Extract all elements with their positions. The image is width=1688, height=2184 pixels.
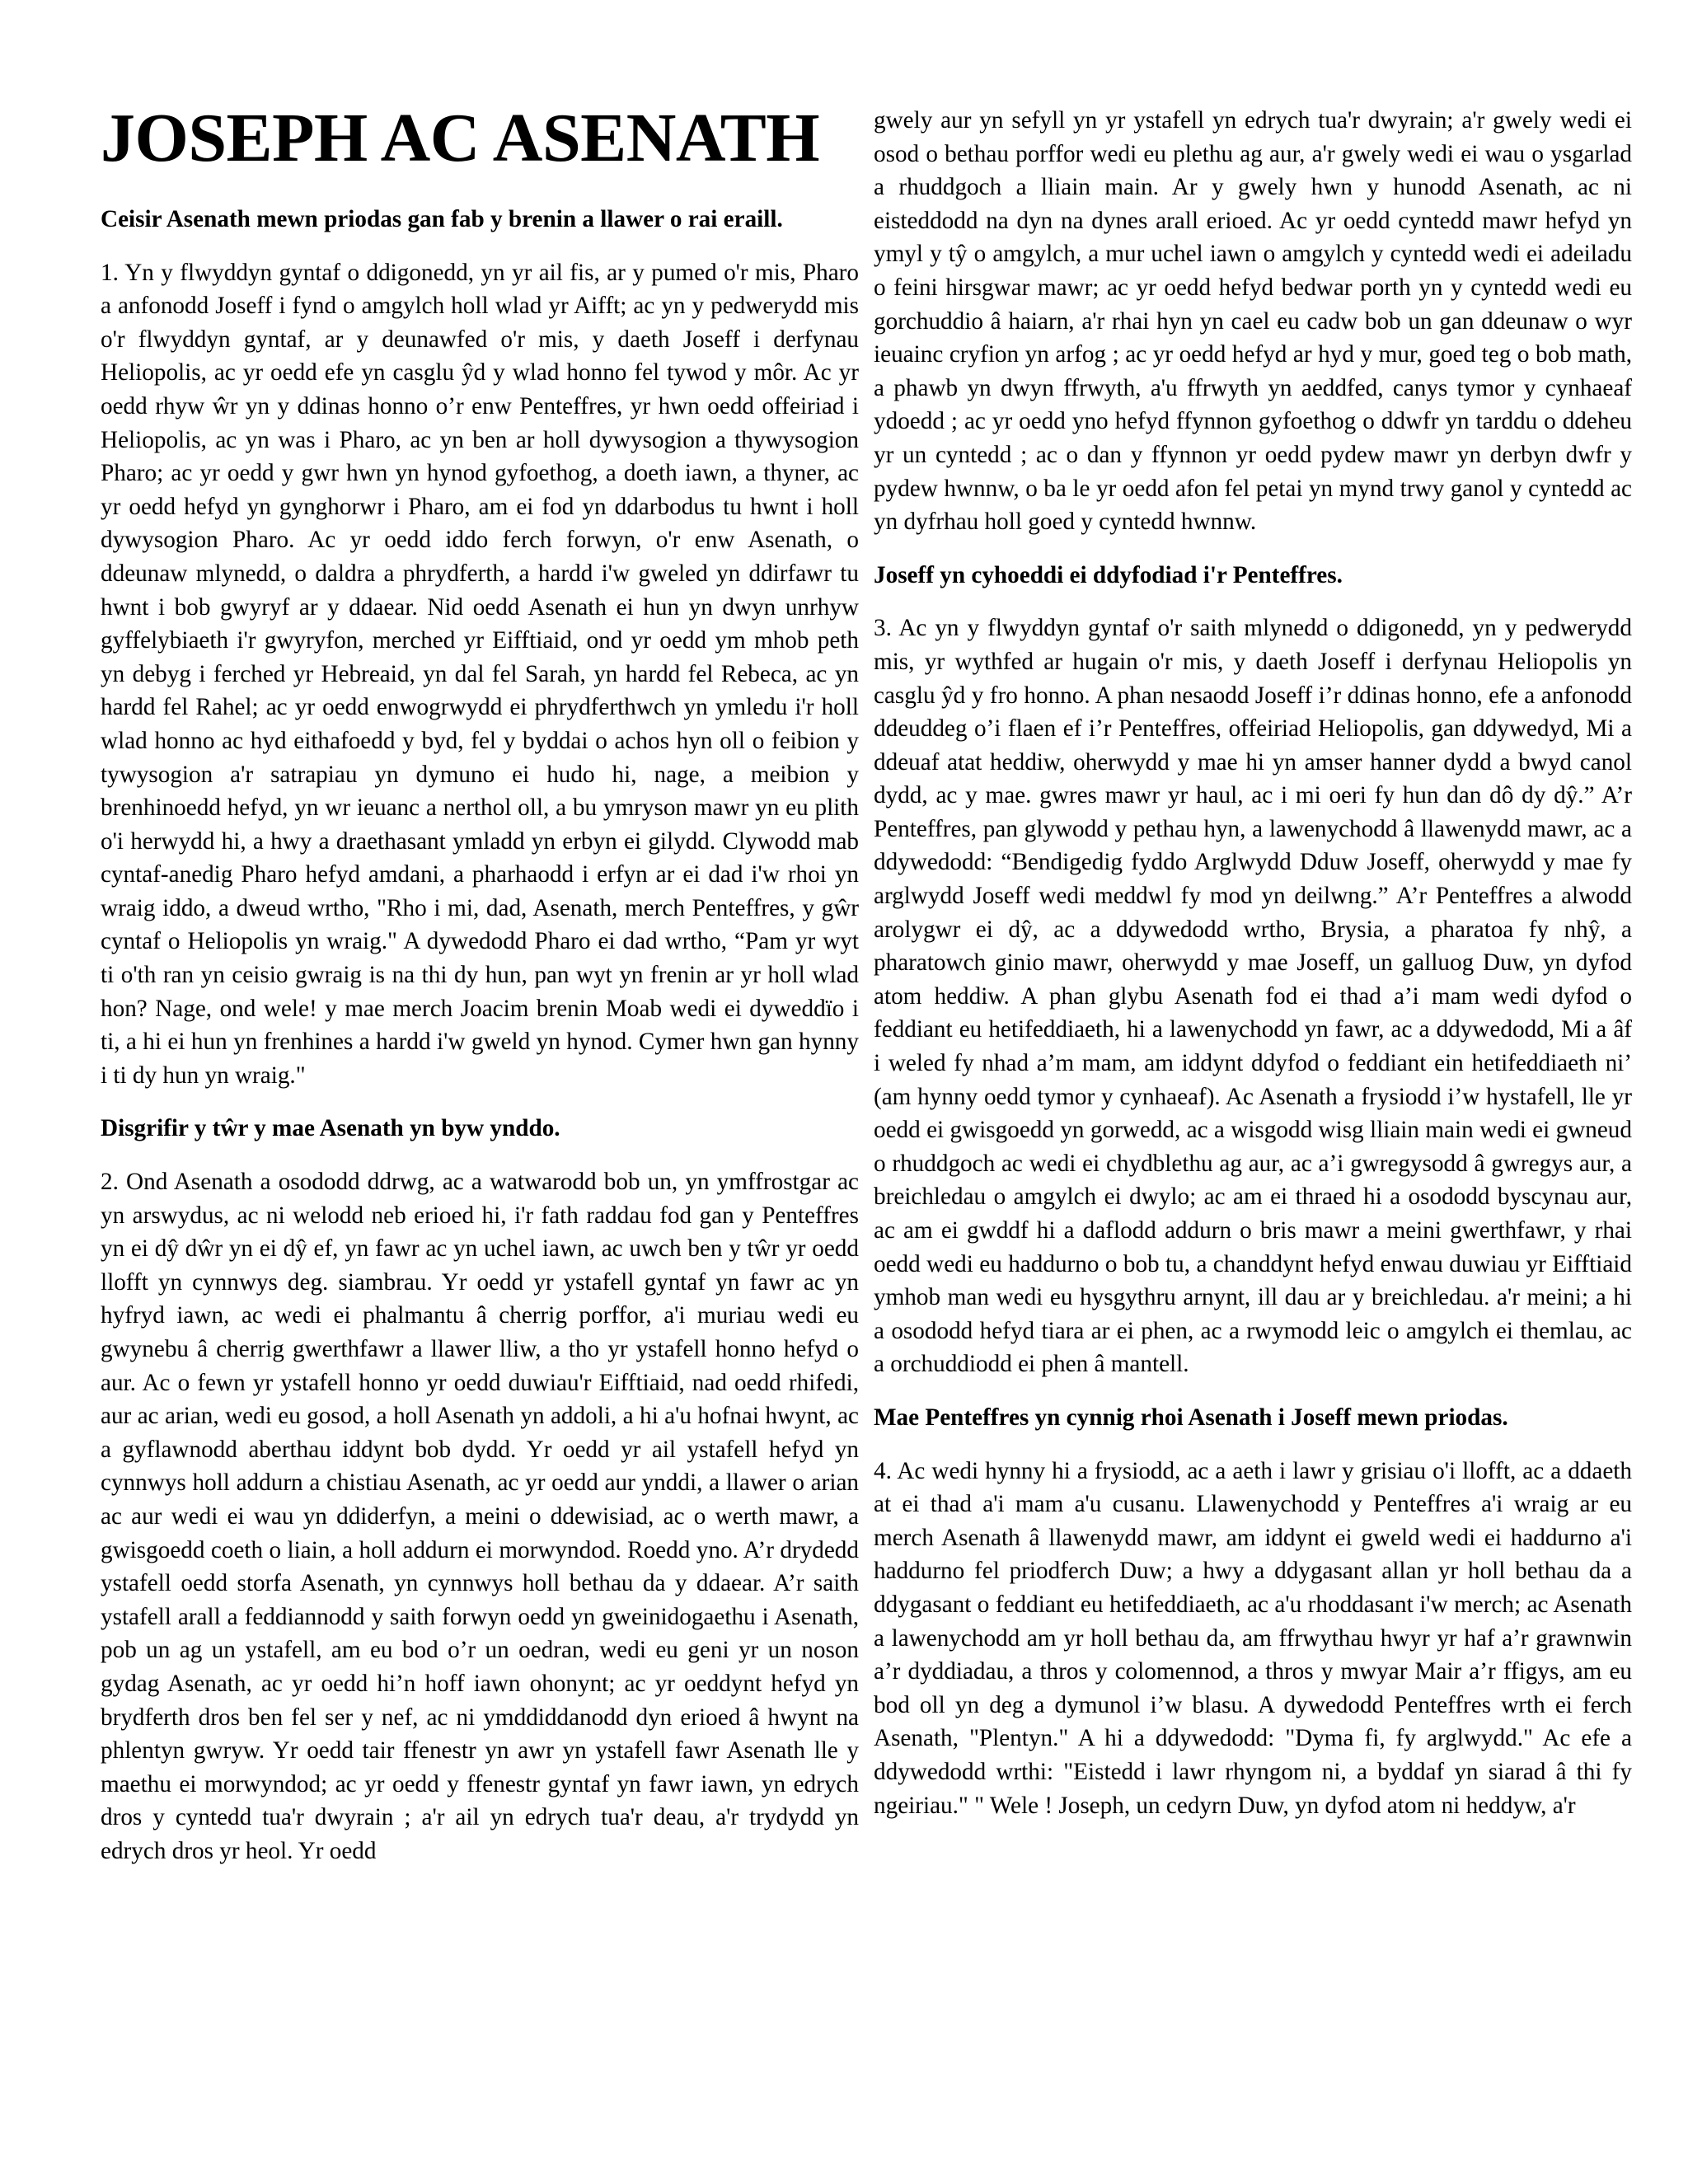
- paragraph-4: 4. Ac wedi hynny hi a frysiodd, ac a aeth i lawr y grisiau o'i llofft, ac a ddaeth at ei thad a'i mam a'u cusanu. Llawenychodd y Penteffres a'i wraig ar eu merch Asenath â llawenydd mawr, am iddynt ei gweld wedi ei haddurno a'i haddurno fel priodferch Duw; a hwy a ddygasant allan yr holl bethau da a ddygasant o feddiant eu hetifeddiaeth, ac a'u rhoddasant i'w merch; ac Asenath a lawenychodd am yr holl bethau da, am ffrwythau hwyr yr haf a’r grawnwin a’r dyddiadau, a thros y colomennod, a thros y mwyar Mair a’r ffigys, am eu bod oll yn deg a dymunol i’w blasu. A dywedodd Penteffres wrth ei ferch Asenath, "Plentyn." A hi a ddywedodd: "Dyma fi, fy arglwydd." Ac efe a ddywedodd wrthi: "Eistedd i lawr rhyngom ni, a byddaf yn siarad â thi fy ngeiriau." " Wele ! Joseph, un cedyrn Duw, yn dyfod atom ni heddyw, a'r: [874, 1457, 1632, 1819]
- section-heading-1: Ceisir Asenath mewn priodas gan fab y brenin a llawer o rai eraill.: [101, 206, 783, 232]
- section-heading-4: Mae Penteffres yn cynnig rhoi Asenath i Joseff mewn priodas.: [874, 1404, 1508, 1431]
- paragraph-3: 3. Ac yn y flwyddyn gyntaf o'r saith mlynedd o ddigonedd, yn y pedwerydd mis, yr wythfed ar hugain o'r mis, y daeth Joseff i derfynau Heliopolis yn casglu ŷd y fro honno. A phan nesaodd Joseff i’r ddinas honno, efe a anfonodd ddeuddeg o’i flaen ef i’r Penteffres, offeiriad Heliopolis, gan ddywedyd, Mi a ddeuaf atat heddiw, oherwydd y mae hi yn amser hanner dydd a bwyd canol dydd, ac y mae. gwres mawr yr haul, ac i mi oeri fy hun dan dô dy dŷ.” A’r Penteffres, pan glywodd y pethau hyn, a lawenychodd â llawenydd mawr, ac a ddywedodd: “Bendigedig fyddo Arglwydd Dduw Joseff, oherwydd y mae fy arglwydd Joseff wedi meddwl fy mod yn deilwng.” A’r Penteffres a alwodd arolygwr ei dŷ, ac a ddywedodd wrtho, Brysia, a pharatoa fy nhŷ, a pharatowch ginio mawr, oherwydd y mae Joseff, un galluog Duw, yn dyfod atom heddiw. A phan glybu Asenath fod ei thad a’i mam wedi dyfod o feddiant eu hetifeddiaeth, hi a lawenychodd yn fawr, ac a ddywedodd, Mi a âf i weled fy nhad a’m mam, am iddynt ddyfod o feddiant ein hetifeddiaeth ni’ (am hynny oedd tymor y cynhaeaf). Ac Asenath a frysiodd i’w hystafell, lle yr oedd ei gwisgoedd yn gorwedd, ac a wisgodd wisg lliain main wedi ei gwneud o rhuddgoch ac wedi ei chydblethu ag aur, ac a’i gwregysodd â gwregys aur, a breichledau o amgylch ei dwylo; ac am ei thraed hi a osododd byscynau aur, ac am ei gwddf hi a daflodd addurn o bris mawr a meini gwerthfawr, y rhai oedd wedi eu haddurno o bob tu, a chanddynt hefyd enwau duwiau yr Eifftiaid ymhob man wedi eu hysgythru arnynt, ill dau ar y breichledau. a'r meini; a hi a osododd hefyd tiara ar ei phen, ac a rwymodd leic o amgylch ei themlau, ac a orchuddiodd ei phen â mantell.: [874, 615, 1632, 1378]
- document-title: JOSEPH AC ASENATH: [101, 100, 820, 176]
- section-heading-2: Disgrifir y tŵr y mae Asenath yn byw ynddo.: [101, 1115, 560, 1142]
- paragraph-2-continued: gwely aur yn sefyll yn yr ystafell yn edrych tua'r dwyrain; a'r gwely wedi ei osod o bethau porffor wedi eu plethu ag aur, a'r gwely wedi ei wau o ysgarlad a rhuddgoch a lliain main. Ar y gwely hwn y hunodd Asenath, ac ni eisteddodd na dyn na dynes arall erioed. Ac yr oedd cyntedd mawr hefyd yn ymyl y tŷ o amgylch, a mur uchel iawn o amgylch y cyntedd wedi ei adeiladu o feini hirsgwar mawr; ac yr oedd hefyd bedwar porth yn y cyntedd wedi eu gorchuddio â haiarn, a'r rhai hyn yn cael eu cadw bob un gan ddeunaw o wyr ieuainc cryfion yn arfog ; ac yr oedd hefyd ar hyd y mur, goed teg o bob math, a phawb yn dwyn ffrwyth, a'u ffrwyth yn aeddfed, canys tymor y cynhaeaf ydoedd ; ac yr oedd yno hefyd ffynnon gyfoethog o ddwfr yn tarddu o ddeheu yr un cyntedd ; ac o dan y ffynnon yr oedd pydew mawr yn derbyn dwfr y pydew hwnnw, o ba le yr oedd afon fel petai yn mynd trwy ganol y cyntedd ac yn dyfrhau holl goed y cyntedd hwnnw.: [874, 107, 1632, 536]
- right-column: [874, 104, 1632, 1842]
- section-heading-3: Joseff yn cyhoeddi ei ddyfodiad i'r Penteffres.: [874, 561, 1343, 588]
- paragraph-2: 2. Ond Asenath a osododd ddrwg, ac a watwarodd bob un, yn ymffrostgar ac yn arswydus, ac ni welodd neb erioed hi, i'r fath raddau fod gan y Penteffres yn ei dŷ dŵr yn ei dŷ ef, yn fawr ac yn uchel iawn, ac uwch ben y tŵr yr oedd llofft yn cynnwys deg. siambrau. Yr oedd yr ystafell gyntaf yn fawr ac yn hyfryd iawn, ac wedi ei phalmantu â cherrig porffor, a'i muriau wedi eu gwynebu â cherrig gwerthfawr a llawer lliw, a tho yr ystafell honno hefyd o aur. Ac o fewn yr ystafell honno yr oedd duwiau'r Eifftiaid, nad oedd rhifedi, aur ac arian, wedi eu gosod, a holl Asenath yn addoli, a hi a'u hofnai hwynt, ac a gyflawnodd aberthau iddynt bob dydd. Yr oedd yr ail ystafell hefyd yn cynnwys holl addurn a chistiau Asenath, ac yr oedd aur ynddi, a llawer o arian ac aur wedi ei wau yn ddiderfyn, a meini o ddewisiad, ac o werth mawr, a gwisgoedd coeth o liain, a holl addurn ei morwyndod. Roedd yno. A’r drydedd ystafell oedd storfa Asenath, yn cynnwys holl bethau da y ddaear. A’r saith ystafell arall a feddiannodd y saith forwyn oedd yn gweinidogaethu i Asenath, pob un ag un ystafell, am eu bod o’r un oedran, wedi eu geni yr un noson gydag Asenath, ac yr oedd hi’n hoff iawn ohonynt; ac yr oeddynt hefyd yn brydferth dros ben fel ser y nef, ac ni ymddiddanodd dyn erioed â hwynt na phlentyn gwryw. Yr oedd tair ffenestr yn awr yn ystafell fawr Asenath lle y maethu ei morwyndod; ac yr oedd y ffenestr gyntaf yn fawr iawn, yn edrych dros y cyntedd tua'r dwyrain ; a'r ail yn edrych tua'r deau, a'r trydydd yn edrych dros yr heol. Yr oedd: [101, 1169, 859, 1864]
- paragraph-1: 1. Yn y flwyddyn gyntaf o ddigonedd, yn yr ail fis, ar y pumed o'r mis, Pharo a anfonodd Joseff i fynd o amgylch holl wlad yr Aifft; ac yn y pedwerydd mis o'r flwyddyn gyntaf, ar y deunawfed o'r mis, y daeth Joseff i derfynau Heliopolis, ac yr oedd efe yn casglu ŷd y wlad honno fel tywod y môr. Ac yr oedd rhyw ŵr yn y ddinas honno o’r enw Penteffres, yr hwn oedd offeiriad i Heliopolis, ac yn was i Pharo, ac yn ben ar holl dywysogion a thywysogion Pharo; ac yr oedd y gwr hwn yn hynod gyfoethog, a doeth iawn, a thyner, ac yr oedd hefyd yn gynghorwr i Pharo, am ei fod yn ddarbodus tu hwnt i holl dywysogion Pharo. Ac yr oedd iddo ferch forwyn, o'r enw Asenath, o ddeunaw mlynedd, o daldra a phrydferth, a hardd i'w gweled yn ddirfawr tu hwnt i bob gwyryf ar y ddaear. Nid oedd Asenath ei hun yn dwyn unrhyw gyffelybiaeth i'r gwyryfon, merched yr Eifftiaid, ond yr oedd ym mhob peth yn debyg i ferched yr Hebreaid, yn dal fel Sarah, yn hardd fel Rebeca, ac yn hardd fel Rahel; ac yr oedd enwogrwydd ei phrydferthwch yn ymledu i'r holl wlad honno ac hyd eithafoedd y byd, fel y byddai o achos hyn oll o feibion y tywysogion a'r satrapiau yn dymuno ei hudo hi, nage, a meibion y brenhinoedd hefyd, yn wr ieuanc a nerthol oll, a bu ymryson mawr yn eu plith o'i herwydd hi, a hwy a draethasant ymladd yn erbyn ei gilydd. Clywodd mab cyntaf-anedig Pharo hefyd amdani, a pharhaodd i erfyn ar ei dad i'w rhoi yn wraig iddo, a dweud wrtho, "Rho i mi, dad, Asenath, merch Penteffres, y gŵr cyntaf o Heliopolis yn wraig." A dywedodd Pharo ei dad wrtho, “Pam yr wyt ti o'th ran yn ceisio gwraig is na thi dy hun, pan wyt yn frenin ar yr holl wlad hon? Nage, ond wele! y mae merch Joacim brenin Moab wedi ei dyweddïo i ti, a hi ei hun yn frenhines a hardd i'w gweld yn hynod. Cymer hwn gan hynny i ti dy hun yn wraig.": [101, 259, 859, 1089]
- left-column: [101, 100, 859, 1888]
